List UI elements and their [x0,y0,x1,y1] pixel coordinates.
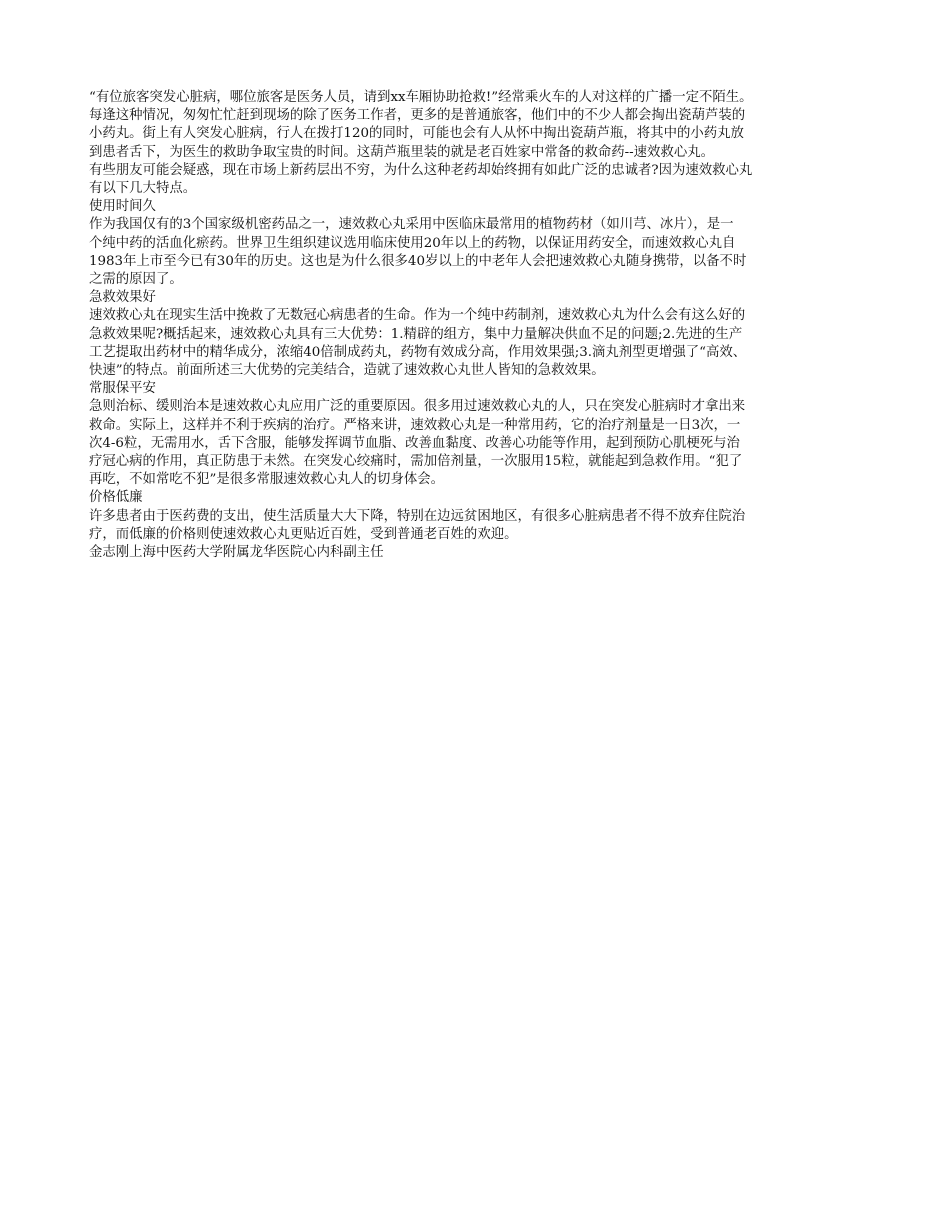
section-line: 再吃，不如常吃不犯”是很多常服速效救心丸人的切身体会。 [89,472,444,488]
section-line: 急则治标、缓则治本是速效救心丸应用广泛的重要原因。很多用过速效救心丸的人，只在突发心脏病时才拿出来 [89,399,746,415]
intro-line: 有以下几大特点。 [89,181,197,197]
section-line: 速效救心丸在现实生活中挽救了无数冠心病患者的生命。作为一个纯中药制剂，速效救心丸为什么会有这么好的 [89,308,746,324]
section-line: 个纯中药的活血化瘀药。世界卫生组织建议选用临床使用20年以上的药物，以保证用药安全，而速效救心丸自 [89,235,736,251]
section-line: 次4-6粒，无需用水，舌下含服，能够发挥调节血脂、改善血黏度、改善心功能等作用，起到预防心肌梗死与治 [89,435,740,451]
intro-line: 到患者舌下，为医生的救助争取宝贵的时间。这葫芦瓶里装的就是老百姓家中常备的救命药--速效救心丸。 [89,144,715,160]
section-regular-use [89,380,869,489]
section-line: 1983年上市至今已有30年的历史。这也是为什么很多40岁以上的中老年人会把速效救心丸随身携带，以备不时 [89,253,747,269]
section-heading: 使用时间久 [89,199,156,215]
article-body [89,89,869,562]
intro-line: 有些朋友可能会疑惑，现在市场上新药层出不穷，为什么这种老药却始终拥有如此广泛的忠诚者?因为速效救心丸 [89,162,753,178]
section-emergency-effect [89,289,869,380]
section-line: 疗冠心病的作用，真正防患于未然。在突发心绞痛时，需加倍剂量，一次服用15粒，就能起到急救作用。“犯了 [89,454,743,470]
section-line: 之需的原因了。 [89,272,183,288]
section-heading: 价格低廉 [89,490,143,506]
intro-line: 每逢这种情况，匆匆忙忙赶到现场的除了医务工作者，更多的是普通旅客，他们中的不少人都会掏出瓷葫芦装的 [89,108,746,124]
section-line: 作为我国仅有的3个国家级机密药品之一，速效救心丸采用中医临床最常用的植物药材（如川芎、冰片），是一 [89,217,734,233]
section-heading: 常服保平安 [89,381,156,397]
section-line: 救命。实际上，这样并不利于疾病的治疗。严格来讲，速效救心丸是一种常用药，它的治疗剂量是一日3次，一 [89,417,741,433]
author-line: 金志刚上海中医药大学附属龙华医院心内科副主任 [89,545,384,561]
intro-line: “有位旅客突发心脏病，哪位旅客是医务人员，请到xx车厢协助抢救!”经常乘火车的人对这样的广播一定不陌生。 [89,90,753,105]
section-line: 许多患者由于医药费的支出，使生活质量大大下降，特别在边远贫困地区，有很多心脏病患者不得不放弃住院治 [89,508,746,524]
section-line: 疗，而低廉的价格则使速效救心丸更贴近百姓，受到普通老百姓的欢迎。 [89,526,518,542]
section-line: 工艺提取出药材中的精华成分，浓缩40倍制成药丸，药物有效成分高，作用效果强;3.滴丸剂型更增强了“高效、 [89,344,747,360]
intro-paragraph [89,89,869,198]
intro-line: 小药丸。街上有人突发心脏病，行人在拨打120的同时，可能也会有人从怀中掏出瓷葫芦瓶，将其中的小药丸放 [89,126,744,142]
section-heading: 急救效果好 [89,290,156,306]
section-low-price [89,489,869,544]
author-byline [89,544,869,562]
section-line: 急救效果呢?概括起来，速效救心丸具有三大优势：1.精辟的组方，集中力量解决供血不足的问题;2.先进的生产 [89,326,743,342]
section-usage-time [89,198,869,289]
section-line: 快速”的特点。前面所述三大优势的完美结合，造就了速效救心丸世人皆知的急救效果。 [89,363,605,379]
